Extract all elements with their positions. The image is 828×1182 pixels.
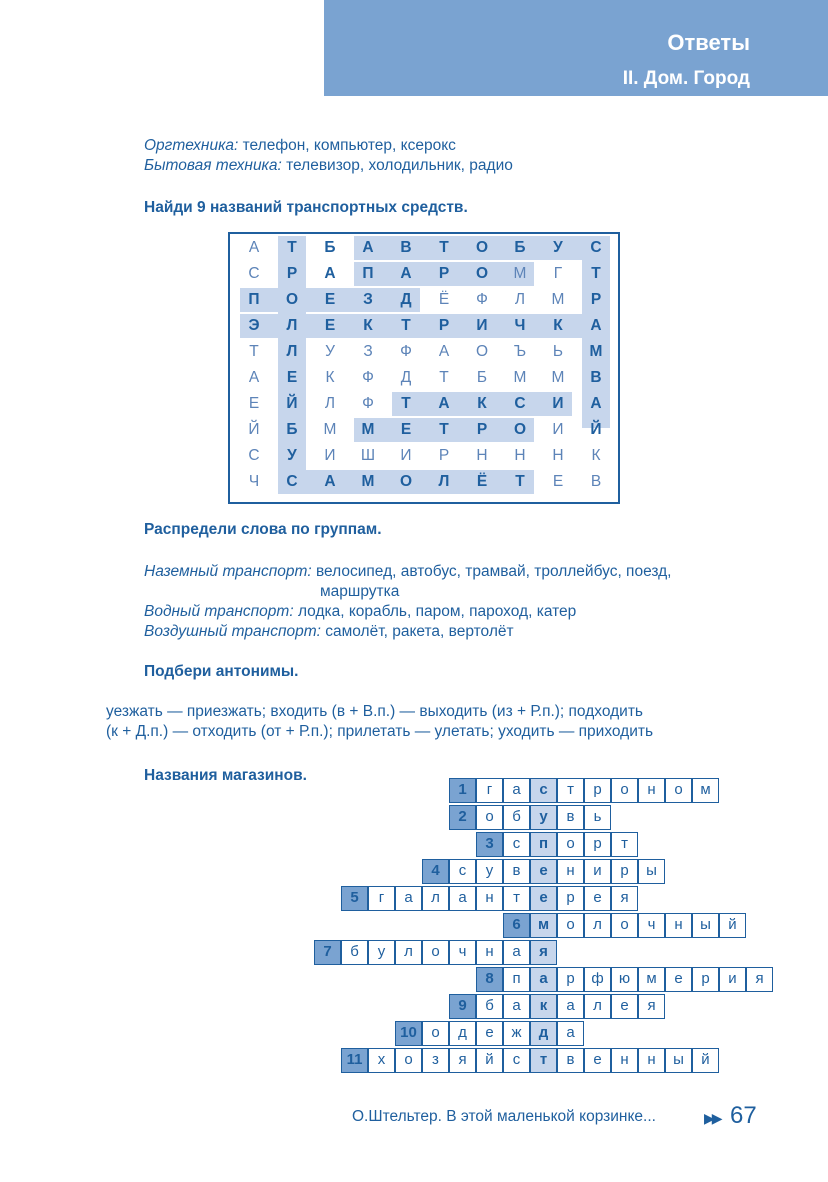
- crossword-letter: м: [530, 913, 557, 938]
- grid-letter: П: [362, 265, 374, 282]
- crossword-letter: х: [368, 1048, 395, 1073]
- crossword-letter: к: [530, 994, 557, 1019]
- crossword-letter: ч: [449, 940, 476, 965]
- grid-letter: Л: [324, 395, 336, 412]
- grid-letter: П: [248, 291, 260, 308]
- grid-letter: Т: [439, 239, 449, 256]
- grid-letter: У: [325, 343, 335, 360]
- grid-letter: А: [248, 239, 260, 256]
- crossword-letter: п: [530, 832, 557, 857]
- crossword-letter: н: [476, 886, 503, 911]
- word-search-grid: [228, 232, 620, 504]
- grid-letter: Е: [400, 421, 412, 438]
- crossword-letter: б: [341, 940, 368, 965]
- crossword-letter: а: [503, 940, 530, 965]
- grid-letter: В: [590, 473, 602, 490]
- crossword-letter: б: [503, 805, 530, 830]
- grid-letter: К: [591, 447, 601, 464]
- intro-label: Оргтехника:: [144, 137, 239, 154]
- crossword-letter: о: [422, 940, 449, 965]
- grid-letter: Д: [400, 369, 412, 386]
- intro-label: Бытовая техника:: [144, 157, 282, 174]
- crossword-letter: о: [476, 805, 503, 830]
- grid-letter: М: [323, 421, 337, 438]
- grid-letter: Е: [324, 317, 336, 334]
- grid-letter: Ё: [476, 473, 488, 490]
- grid-letter: С: [248, 265, 260, 282]
- group-label: Водный транспорт:: [144, 603, 294, 620]
- grid-letter: М: [513, 265, 527, 282]
- crossword-number: 3: [476, 832, 503, 857]
- grid-letter: А: [438, 395, 450, 412]
- crossword-number: 1: [449, 778, 476, 803]
- crossword-number: 7: [314, 940, 341, 965]
- crossword-letter: и: [584, 859, 611, 884]
- grid-letter: О: [399, 473, 413, 490]
- grid-letter: Й: [248, 421, 260, 438]
- crossword-letter: я: [611, 886, 638, 911]
- task-heading: Подбери антонимы.: [144, 663, 299, 680]
- grid-letter: М: [361, 421, 375, 438]
- crossword-letter: а: [557, 1021, 584, 1046]
- task-heading: Названия магазинов.: [144, 767, 307, 784]
- grid-letter: Л: [286, 317, 298, 334]
- crossword-letter: р: [557, 886, 584, 911]
- crossword-number: 4: [422, 859, 449, 884]
- crossword-letter: й: [476, 1048, 503, 1073]
- crossword-letter: а: [503, 778, 530, 803]
- grid-letter: К: [553, 317, 563, 334]
- grid-letter: А: [324, 265, 336, 282]
- crossword-letter: т: [530, 1048, 557, 1073]
- crossword-letter: ж: [503, 1021, 530, 1046]
- group-line: [144, 562, 671, 582]
- crossword-letter: я: [449, 1048, 476, 1073]
- grid-letter: А: [324, 473, 336, 490]
- grid-letter: А: [248, 369, 260, 386]
- grid-letter: К: [363, 317, 373, 334]
- crossword-letter: г: [476, 778, 503, 803]
- grid-letter: Н: [514, 447, 526, 464]
- grid-letter: Р: [438, 447, 450, 464]
- grid-letter: Э: [248, 317, 260, 334]
- crossword-number: 10: [395, 1021, 422, 1046]
- grid-letter: Й: [590, 421, 602, 438]
- grid-letter: О: [285, 291, 299, 308]
- grid-letter: Т: [439, 369, 449, 386]
- crossword-number: 5: [341, 886, 368, 911]
- grid-letter: Т: [591, 265, 601, 282]
- crossword-letter: л: [395, 940, 422, 965]
- grid-letter: Р: [286, 265, 298, 282]
- crossword-letter: в: [557, 805, 584, 830]
- grid-letter: Т: [439, 421, 449, 438]
- crossword-letter: я: [530, 940, 557, 965]
- grid-letter: О: [513, 421, 527, 438]
- crossword-letter: м: [692, 778, 719, 803]
- grid-letter: В: [400, 239, 412, 256]
- grid-letter: О: [475, 265, 489, 282]
- group-text: маршрутка: [320, 583, 400, 600]
- grid-letter: И: [552, 395, 564, 412]
- group-text: велосипед, автобус, трамвай, троллейбус, поезд,: [311, 563, 672, 580]
- grid-letter: С: [248, 447, 260, 464]
- page-number: 67: [730, 1102, 757, 1129]
- grid-letter: И: [324, 447, 336, 464]
- group-label: Наземный транспорт:: [144, 563, 312, 580]
- grid-letter: А: [590, 395, 602, 412]
- grid-letter: Е: [286, 369, 298, 386]
- crossword-letter: а: [530, 967, 557, 992]
- crossword-letter: е: [584, 886, 611, 911]
- crossword-letter: у: [476, 859, 503, 884]
- crossword-letter: ы: [665, 1048, 692, 1073]
- crossword-letter: л: [584, 913, 611, 938]
- crossword-letter: л: [584, 994, 611, 1019]
- grid-letter: Р: [438, 265, 450, 282]
- grid-letter: Р: [590, 291, 602, 308]
- crossword-letter: р: [584, 832, 611, 857]
- crossword-letter: ы: [638, 859, 665, 884]
- crossword-letter: е: [530, 859, 557, 884]
- crossword-letter: т: [557, 778, 584, 803]
- crossword-letter: з: [422, 1048, 449, 1073]
- crossword-letter: в: [503, 859, 530, 884]
- grid-letter: Е: [248, 395, 260, 412]
- intro-text: телевизор, холодильник, радио: [281, 157, 513, 174]
- crossword-letter: г: [368, 886, 395, 911]
- crossword-number: 6: [503, 913, 530, 938]
- crossword-number: 9: [449, 994, 476, 1019]
- grid-letter: С: [590, 239, 602, 256]
- header-subtitle: II. Дом. Город: [622, 68, 750, 89]
- grid-letter: Ф: [362, 369, 374, 386]
- grid-letter: У: [287, 447, 297, 464]
- crossword-letter: с: [449, 859, 476, 884]
- grid-letter: Ч: [248, 473, 260, 490]
- grid-letter: А: [362, 239, 374, 256]
- crossword-letter: а: [449, 886, 476, 911]
- grid-letter: Л: [514, 291, 526, 308]
- group-line: [144, 602, 576, 622]
- grid-letter: Т: [287, 239, 297, 256]
- grid-letter: М: [551, 291, 565, 308]
- grid-letter: Б: [286, 421, 298, 438]
- group-text: самолёт, ракета, вертолёт: [320, 623, 514, 640]
- crossword-number: 11: [341, 1048, 368, 1073]
- crossword-letter: а: [503, 994, 530, 1019]
- crossword-letter: о: [557, 913, 584, 938]
- crossword-number: 2: [449, 805, 476, 830]
- group-line: [144, 622, 514, 642]
- crossword-letter: ч: [638, 913, 665, 938]
- grid-letter: Н: [476, 447, 488, 464]
- crossword-letter: р: [584, 778, 611, 803]
- crossword-letter: д: [530, 1021, 557, 1046]
- crossword-letter: ы: [692, 913, 719, 938]
- grid-letter: Б: [324, 239, 336, 256]
- grid-letter: Ь: [552, 343, 564, 360]
- grid-letter: И: [476, 317, 488, 334]
- grid-letter: В: [590, 369, 602, 386]
- group-label: Воздушный транспорт:: [144, 623, 321, 640]
- intro-line: [144, 136, 456, 156]
- grid-letter: Г: [553, 265, 563, 282]
- group-line: [320, 582, 399, 602]
- crossword-letter: о: [557, 832, 584, 857]
- crossword-number: 8: [476, 967, 503, 992]
- grid-letter: М: [589, 343, 603, 360]
- grid-letter: С: [514, 395, 526, 412]
- crossword-letter: е: [530, 886, 557, 911]
- grid-letter: А: [400, 265, 412, 282]
- grid-letter: Н: [552, 447, 564, 464]
- header-title: Ответы: [667, 30, 750, 55]
- crossword-letter: т: [503, 886, 530, 911]
- crossword-letter: я: [638, 994, 665, 1019]
- crossword-letter: н: [665, 913, 692, 938]
- crossword-letter: а: [395, 886, 422, 911]
- grid-letter: Е: [324, 291, 336, 308]
- grid-letter: Ф: [400, 343, 412, 360]
- grid-letter: Ъ: [513, 343, 527, 360]
- grid-letter: И: [400, 447, 412, 464]
- crossword-letter: б: [476, 994, 503, 1019]
- crossword-letter: н: [638, 1048, 665, 1073]
- crossword-letter: ф: [584, 967, 611, 992]
- crossword-letter: н: [638, 778, 665, 803]
- crossword-letter: с: [530, 778, 557, 803]
- grid-letter: З: [363, 291, 373, 308]
- crossword-letter: я: [746, 967, 773, 992]
- antonyms-line: (к + Д.п.) — отходить (от + Р.п.); прилетать — улетать; уходить — приходить: [106, 723, 654, 740]
- crossword-letter: а: [557, 994, 584, 1019]
- group-text: лодка, корабль, паром, пароход, катер: [293, 603, 577, 620]
- crossword-letter: д: [449, 1021, 476, 1046]
- grid-letter: О: [475, 343, 489, 360]
- grid-letter: Б: [476, 369, 488, 386]
- crossword-letter: р: [611, 859, 638, 884]
- crossword-letter: с: [503, 1048, 530, 1073]
- crossword-letter: й: [719, 913, 746, 938]
- grid-letter: Ф: [362, 395, 374, 412]
- grid-letter: Ф: [476, 291, 488, 308]
- intro-text: телефон, компьютер, ксерокс: [238, 137, 456, 154]
- grid-letter: М: [551, 369, 565, 386]
- grid-letter: О: [475, 239, 489, 256]
- grid-letter: А: [438, 343, 450, 360]
- grid-letter: М: [513, 369, 527, 386]
- grid-letter: Р: [438, 317, 450, 334]
- crossword-letter: е: [476, 1021, 503, 1046]
- crossword-letter: т: [611, 832, 638, 857]
- grid-letter: Ё: [438, 291, 450, 308]
- crossword-letter: л: [422, 886, 449, 911]
- crossword-letter: п: [503, 967, 530, 992]
- grid-letter: Л: [286, 343, 298, 360]
- crossword-letter: о: [665, 778, 692, 803]
- chapter-header: [324, 0, 828, 96]
- antonyms-line: уезжать — приезжать; входить (в + В.п.) — выходить (из + Р.п.); подходить: [106, 703, 643, 720]
- next-arrow-icon: ▶▶: [704, 1110, 720, 1126]
- crossword-letter: о: [611, 913, 638, 938]
- crossword-letter: н: [476, 940, 503, 965]
- crossword-letter: ю: [611, 967, 638, 992]
- grid-letter: Т: [401, 317, 411, 334]
- grid-letter: Т: [249, 343, 259, 360]
- crossword-letter: о: [611, 778, 638, 803]
- grid-letter: Р: [476, 421, 488, 438]
- footer-text: О.Штельтер. В этой маленькой корзинке...: [352, 1108, 656, 1125]
- crossword-letter: н: [611, 1048, 638, 1073]
- task-heading: Найди 9 названий транспортных средств.: [144, 199, 468, 216]
- crossword-letter: н: [557, 859, 584, 884]
- grid-letter: М: [361, 473, 375, 490]
- crossword-letter: о: [422, 1021, 449, 1046]
- grid-letter: К: [477, 395, 487, 412]
- crossword-letter: у: [530, 805, 557, 830]
- task-heading: Распредели слова по группам.: [144, 521, 382, 538]
- crossword-letter: р: [557, 967, 584, 992]
- grid-letter: З: [363, 343, 373, 360]
- crossword-letter: с: [503, 832, 530, 857]
- crossword-letter: у: [368, 940, 395, 965]
- grid-letter: У: [553, 239, 563, 256]
- crossword-letter: и: [719, 967, 746, 992]
- crossword-letter: е: [584, 1048, 611, 1073]
- grid-letter: Й: [286, 395, 298, 412]
- crossword-letter: ь: [584, 805, 611, 830]
- crossword-letter: р: [692, 967, 719, 992]
- grid-letter: Т: [515, 473, 525, 490]
- crossword-letter: е: [665, 967, 692, 992]
- grid-letter: Д: [400, 291, 412, 308]
- grid-letter: Ш: [360, 447, 376, 464]
- grid-letter: И: [552, 421, 564, 438]
- grid-letter: Л: [438, 473, 450, 490]
- intro-line: [144, 156, 513, 176]
- crossword-letter: е: [611, 994, 638, 1019]
- grid-letter: Е: [552, 473, 564, 490]
- crossword-letter: о: [395, 1048, 422, 1073]
- grid-letter: С: [286, 473, 298, 490]
- grid-letter: А: [590, 317, 602, 334]
- crossword-letter: м: [638, 967, 665, 992]
- crossword-letter: й: [692, 1048, 719, 1073]
- grid-letter: Б: [514, 239, 526, 256]
- crossword-letter: в: [557, 1048, 584, 1073]
- grid-letter: Ч: [514, 317, 526, 334]
- grid-letter: Т: [401, 395, 411, 412]
- grid-letter: К: [325, 369, 335, 386]
